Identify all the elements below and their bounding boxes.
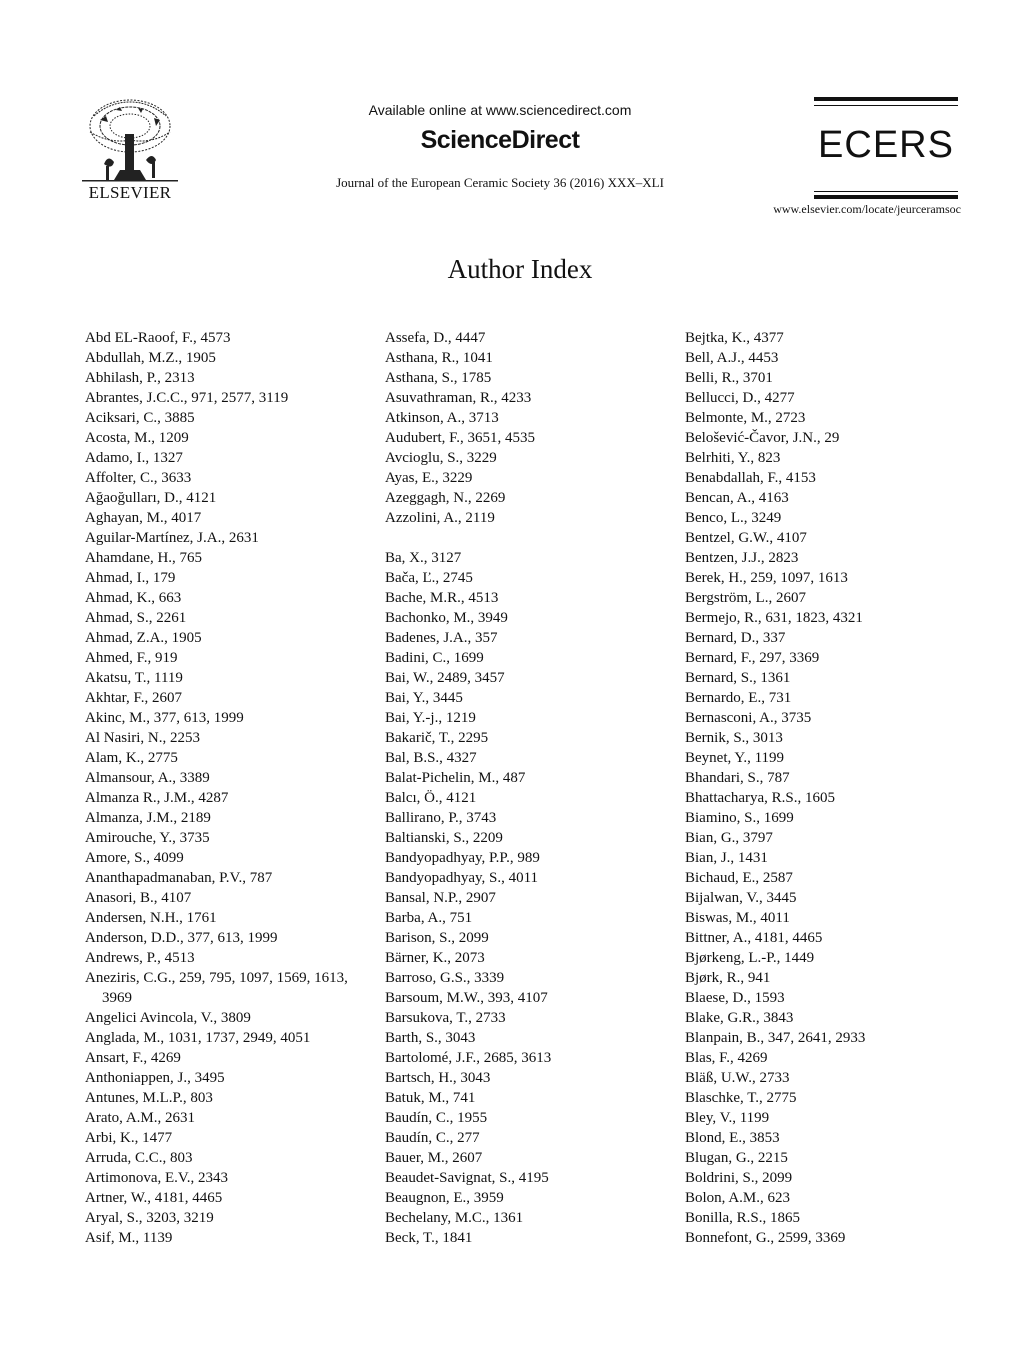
ecers-logo: [814, 97, 958, 201]
author-entry: Bache, M.R., 4513: [385, 590, 499, 606]
author-entry: Biswas, M., 4011: [685, 910, 790, 926]
author-entry: Ahamdane, H., 765: [85, 550, 203, 566]
author-entry: Aneziris, C.G., 259, 795, 1097, 1569, 1613, 3969: [85, 970, 348, 1006]
author-entry: Andrews, P., 4513: [85, 950, 195, 966]
author-entry: Blanpain, B., 347, 2641, 2933: [685, 1030, 866, 1046]
author-entry: Ballirano, P., 3743: [385, 810, 497, 826]
author-entry: Akinc, M., 377, 613, 1999: [85, 710, 244, 726]
logo-rule-top-thick: [814, 97, 958, 101]
journal-citation: Journal of the European Ceramic Society 36 (2016) XXX–XLI: [336, 175, 664, 190]
author-entry: Aryal, S., 3203, 3219: [85, 1210, 214, 1226]
author-entry: Bernardo, E., 731: [685, 690, 792, 706]
author-entry: Bellucci, D., 4277: [685, 390, 795, 406]
author-entry: Adamo, I., 1327: [85, 450, 183, 466]
author-entry: Blas, F., 4269: [685, 1050, 768, 1066]
index-column-3: [685, 328, 965, 1248]
author-entry: Badini, C., 1699: [385, 650, 484, 666]
author-entry: Blaese, D., 1593: [685, 990, 785, 1006]
author-entry: Baudín, C., 277: [385, 1130, 480, 1146]
page-title: Author Index: [447, 254, 593, 284]
author-entry: Bittner, A., 4181, 4465: [685, 930, 823, 946]
author-entry: Bai, Y.-j., 1219: [385, 710, 476, 726]
author-entry: Artimonova, E.V., 2343: [85, 1170, 229, 1186]
author-entry: Bartsch, H., 3043: [385, 1070, 491, 1086]
author-entry: Barsoum, M.W., 393, 4107: [385, 990, 548, 1006]
author-entry: Belli, R., 3701: [685, 370, 773, 386]
author-entry: Bal, B.S., 4327: [385, 750, 477, 766]
ecers-wordmark: ECERS: [818, 124, 954, 166]
author-entry: Belrhiti, Y., 823: [685, 450, 781, 466]
author-entry: Bjørk, R., 941: [685, 970, 771, 986]
author-entry: Bartolomé, J.F., 2685, 3613: [385, 1050, 552, 1066]
author-entry: Ahmad, S., 2261: [85, 610, 187, 626]
index-column-2: [385, 328, 665, 1248]
author-entry: Bichaud, E., 2587: [685, 870, 793, 886]
author-entry: Asthana, R., 1041: [385, 350, 493, 366]
author-entry: Amore, S., 4099: [85, 850, 184, 866]
author-entry: Biamino, S., 1699: [685, 810, 794, 826]
author-entry: Bachonko, M., 3949: [385, 610, 508, 626]
author-entry: Asif, M., 1139: [85, 1230, 173, 1246]
author-entry: Al Nasiri, N., 2253: [85, 730, 200, 746]
author-entry: Asuvathraman, R., 4233: [385, 390, 532, 406]
author-entry: Beaudet-Savignat, S., 4195: [385, 1170, 549, 1186]
author-entry: Azzolini, A., 2119: [385, 510, 495, 526]
author-entry: Ahmad, I., 179: [85, 570, 176, 586]
author-entry: Atkinson, A., 3713: [385, 410, 499, 426]
author-entry: Azeggagh, N., 2269: [385, 490, 506, 506]
author-entry: Beck, T., 1841: [385, 1230, 473, 1246]
author-entry: Balat-Pichelin, M., 487: [385, 770, 526, 786]
author-entry: Ağaoğulları, D., 4121: [85, 490, 217, 506]
author-entry: Bolon, A.M., 623: [685, 1190, 791, 1206]
author-entry: Bauer, M., 2607: [385, 1150, 483, 1166]
author-entry: Boldrini, S., 2099: [685, 1170, 793, 1186]
author-entry: Bandyopadhyay, S., 4011: [385, 870, 539, 886]
author-entry: Ansart, F., 4269: [85, 1050, 181, 1066]
author-entry: Artner, W., 4181, 4465: [85, 1190, 223, 1206]
author-entry: Asthana, S., 1785: [385, 370, 492, 386]
author-entry: Almanza R., J.M., 4287: [85, 790, 229, 806]
author-entry: Anderson, D.D., 377, 613, 1999: [85, 930, 278, 946]
author-entry: Anasori, B., 4107: [85, 890, 192, 906]
author-entry: Barba, A., 751: [385, 910, 473, 926]
author-entry: Badenes, J.A., 357: [385, 630, 498, 646]
logo-rule-bottom-thick: [814, 195, 958, 199]
author-entry: Akatsu, T., 1119: [85, 670, 183, 686]
author-entry: Blugan, G., 2215: [685, 1150, 788, 1166]
author-entry: Ayas, E., 3229: [385, 470, 473, 486]
author-entry: Baltianski, S., 2209: [385, 830, 503, 846]
author-entry: Beynet, Y., 1199: [685, 750, 785, 766]
author-entry: Audubert, F., 3651, 4535: [385, 430, 536, 446]
author-entry: Bernard, S., 1361: [685, 670, 791, 686]
logo-rule-top-thin: [814, 105, 958, 106]
logo-rule-bottom-thin: [814, 191, 958, 192]
author-entry: Bernard, D., 337: [685, 630, 786, 646]
author-entry: Aguilar-Martínez, J.A., 2631: [85, 530, 259, 546]
author-entry: Assefa, D., 4447: [385, 330, 486, 346]
author-entry: Barth, S., 3043: [385, 1030, 476, 1046]
author-entry: Anthoniappen, J., 3495: [85, 1070, 225, 1086]
author-entry: Abd EL-Raoof, F., 4573: [85, 330, 231, 346]
author-entry: Alam, K., 2775: [85, 750, 178, 766]
index-column-1: [85, 328, 365, 1248]
author-entry: Bernik, S., 3013: [685, 730, 783, 746]
author-entry: Angelici Avincola, V., 3809: [85, 1010, 251, 1026]
author-entry: Bandyopadhyay, P.P., 989: [385, 850, 540, 866]
author-entry: Beaugnon, E., 3959: [385, 1190, 504, 1206]
author-entry: Bergström, L., 2607: [685, 590, 806, 606]
author-entry: Arato, A.M., 2631: [85, 1110, 195, 1126]
author-entry: Bläß, U.W., 2733: [685, 1070, 790, 1086]
author-entry: Bernard, F., 297, 3369: [685, 650, 820, 666]
author-entry: Bärner, K., 2073: [385, 950, 485, 966]
author-entry: Arruda, C.C., 803: [85, 1150, 193, 1166]
author-entry: Bentzen, J.J., 2823: [685, 550, 799, 566]
author-entry: Belmonte, M., 2723: [685, 410, 806, 426]
author-entry: Abhilash, P., 2313: [85, 370, 195, 386]
author-entry: Bechelany, M.C., 1361: [385, 1210, 524, 1226]
author-entry: Bejtka, K., 4377: [685, 330, 784, 346]
author-entry: Bonilla, R.S., 1865: [685, 1210, 801, 1226]
author-entry: Ba, X., 3127: [385, 550, 462, 566]
author-entry: Bentzel, G.W., 4107: [685, 530, 807, 546]
author-entry: Bakarič, T., 2295: [385, 730, 489, 746]
author-entry: Blake, G.R., 3843: [685, 1010, 794, 1026]
author-entry: Barsukova, T., 2733: [385, 1010, 506, 1026]
author-entry: Anglada, M., 1031, 1737, 2949, 4051: [85, 1030, 311, 1046]
letter-group-gap: [385, 528, 665, 548]
author-entry: Barison, S., 2099: [385, 930, 489, 946]
author-entry: Abdullah, M.Z., 1905: [85, 350, 216, 366]
author-entry: Bhattacharya, R.S., 1605: [685, 790, 835, 806]
author-entry: Bernasconi, A., 3735: [685, 710, 812, 726]
author-entry: Belošević-Čavor, J.N., 29: [685, 430, 840, 446]
author-entry: Affolter, C., 3633: [85, 470, 192, 486]
author-entry: Bhandari, S., 787: [685, 770, 790, 786]
author-entry: Almanza, J.M., 2189: [85, 810, 211, 826]
author-entry: Bai, W., 2489, 3457: [385, 670, 505, 686]
author-entry: Bley, V., 1199: [685, 1110, 770, 1126]
author-entry: Ahmad, K., 663: [85, 590, 182, 606]
elsevier-tree-icon: [80, 96, 180, 182]
author-entry: Andersen, N.H., 1761: [85, 910, 217, 926]
author-entry: Bell, A.J., 4453: [685, 350, 779, 366]
author-entry: Bai, Y., 3445: [385, 690, 463, 706]
author-entry: Blaschke, T., 2775: [685, 1090, 797, 1106]
sciencedirect-wordmark: ScienceDirect: [420, 126, 580, 154]
author-entry: Acosta, M., 1209: [85, 430, 189, 446]
author-entry: Ahmad, Z.A., 1905: [85, 630, 202, 646]
author-entry: Bonnefont, G., 2599, 3369: [685, 1230, 846, 1246]
author-entry: Akhtar, F., 2607: [85, 690, 182, 706]
author-entry: Aciksari, C., 3885: [85, 410, 195, 426]
author-entry: Barroso, G.S., 3339: [385, 970, 505, 986]
author-entry: Avcioglu, S., 3229: [385, 450, 497, 466]
elsevier-wordmark: ELSEVIER: [88, 183, 172, 202]
author-entry: Ahmed, F., 919: [85, 650, 178, 666]
author-entry: Bača, Ľ., 2745: [385, 570, 473, 586]
author-entry: Batuk, M., 741: [385, 1090, 476, 1106]
author-entry: Berek, H., 259, 1097, 1613: [685, 570, 848, 586]
author-entry: Balcı, Ö., 4121: [385, 790, 477, 806]
author-entry: Bian, G., 3797: [685, 830, 773, 846]
author-entry: Bencan, A., 4163: [685, 490, 789, 506]
journal-url: www.elsevier.com/locate/jeurceramsoc: [773, 202, 961, 216]
author-entry: Bian, J., 1431: [685, 850, 768, 866]
author-entry: Almansour, A., 3389: [85, 770, 210, 786]
author-entry: Bermejo, R., 631, 1823, 4321: [685, 610, 863, 626]
author-entry: Arbi, K., 1477: [85, 1130, 173, 1146]
author-entry: Benco, L., 3249: [685, 510, 782, 526]
author-entry: Abrantes, J.C.C., 971, 2577, 3119: [85, 390, 289, 406]
author-entry: Aghayan, M., 4017: [85, 510, 202, 526]
journal-header: [300, 100, 700, 191]
available-online-text: Available online at www.sciencedirect.com: [368, 102, 632, 118]
author-entry: Benabdallah, F., 4153: [685, 470, 816, 486]
author-entry: Bansal, N.P., 2907: [385, 890, 496, 906]
author-entry: Bjørkeng, L.-P., 1449: [685, 950, 815, 966]
author-entry: Ananthapadmanaban, P.V., 787: [85, 870, 273, 886]
author-entry: Blond, E., 3853: [685, 1130, 780, 1146]
author-entry: Baudín, C., 1955: [385, 1110, 488, 1126]
author-entry: Bijalwan, V., 3445: [685, 890, 797, 906]
author-entry: Antunes, M.L.P., 803: [85, 1090, 213, 1106]
author-entry: Amirouche, Y., 3735: [85, 830, 210, 846]
